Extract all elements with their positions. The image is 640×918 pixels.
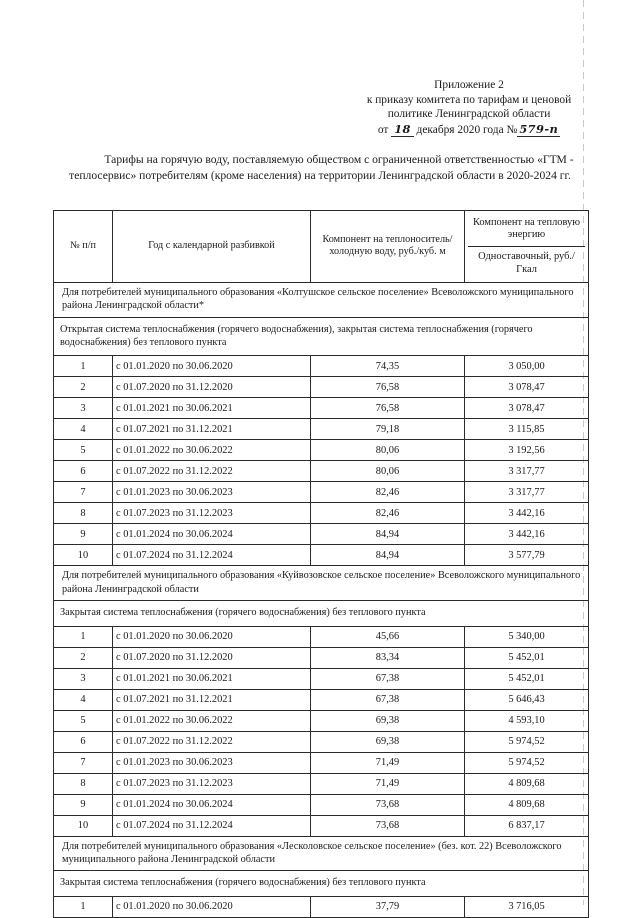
row-number: 7 xyxy=(54,752,113,773)
row-number: 1 xyxy=(54,356,113,377)
row-period: с 01.07.2020 по 31.12.2020 xyxy=(113,647,311,668)
row-period: с 01.07.2024 по 31.12.2024 xyxy=(113,545,311,566)
row-carrier-value: 80,06 xyxy=(311,461,465,482)
table-row xyxy=(54,752,589,773)
table-body xyxy=(54,282,589,917)
row-number: 4 xyxy=(54,419,113,440)
table-header xyxy=(54,211,589,283)
table-row xyxy=(54,815,589,836)
table-row xyxy=(54,503,589,524)
row-number: 6 xyxy=(54,731,113,752)
row-period: с 01.07.2023 по 31.12.2023 xyxy=(113,503,311,524)
order-reference-line-1: к приказу комитета по тарифам и ценовой xyxy=(366,93,572,106)
row-period: с 01.01.2021 по 30.06.2021 xyxy=(113,668,311,689)
row-period: с 01.07.2023 по 31.12.2023 xyxy=(113,773,311,794)
row-energy-value: 3 317,77 xyxy=(465,461,589,482)
row-period: с 01.01.2020 по 30.06.2020 xyxy=(113,626,311,647)
row-number: 10 xyxy=(54,545,113,566)
row-period: с 01.07.2024 по 31.12.2024 xyxy=(113,815,311,836)
table-row xyxy=(54,419,589,440)
column-header-number: № п/п xyxy=(54,211,113,283)
row-period: с 01.01.2024 по 30.06.2024 xyxy=(113,524,311,545)
row-carrier-value: 73,68 xyxy=(311,815,465,836)
row-energy-value: 5 452,01 xyxy=(465,647,589,668)
row-carrier-value: 73,68 xyxy=(311,794,465,815)
row-period: с 01.01.2022 по 30.06.2022 xyxy=(113,440,311,461)
table-row xyxy=(54,398,589,419)
row-energy-value: 3 078,47 xyxy=(465,398,589,419)
table-row xyxy=(54,647,589,668)
row-energy-value: 3 442,16 xyxy=(465,524,589,545)
row-carrier-value: 69,38 xyxy=(311,710,465,731)
section-heading-row xyxy=(54,282,589,317)
row-energy-value: 5 646,43 xyxy=(465,689,589,710)
row-number: 3 xyxy=(54,668,113,689)
row-period: с 01.07.2020 по 31.12.2020 xyxy=(113,377,311,398)
order-reference-line-2: политике Ленинградской области xyxy=(387,108,551,121)
row-number: 1 xyxy=(54,626,113,647)
row-number: 5 xyxy=(54,710,113,731)
row-carrier-value: 71,49 xyxy=(311,773,465,794)
row-number: 10 xyxy=(54,815,113,836)
row-number: 9 xyxy=(54,524,113,545)
subsection-heading: Закрытая система теплоснабжения (горячего водоснабжения) без теплового пункта xyxy=(54,871,589,896)
row-number: 6 xyxy=(54,461,113,482)
section-heading: Для потребителей муниципального образования «Колтушское сельское поселение» Всеволожского муниципального района Ленинградской области* xyxy=(54,282,589,317)
row-period: с 01.01.2024 по 30.06.2024 xyxy=(113,794,311,815)
row-period: с 01.01.2021 по 30.06.2021 xyxy=(113,398,311,419)
table-row xyxy=(54,356,589,377)
section-heading: Для потребителей муниципального образования «Куйвозовское сельское поселение» Всеволожского муниципального района Ленинградской области xyxy=(54,566,589,601)
table-row xyxy=(54,626,589,647)
subsection-heading-row xyxy=(54,871,589,896)
row-carrier-value: 69,38 xyxy=(311,731,465,752)
row-carrier-value: 74,35 xyxy=(311,356,465,377)
row-period: с 01.01.2020 по 30.06.2020 xyxy=(113,896,311,917)
date-rest: декабря 2020 года № xyxy=(416,123,518,136)
table-row xyxy=(54,731,589,752)
row-carrier-value: 76,58 xyxy=(311,377,465,398)
row-energy-value: 3 050,00 xyxy=(465,356,589,377)
table-row xyxy=(54,773,589,794)
handwritten-order-number: 579-п xyxy=(519,121,559,136)
table-row xyxy=(54,896,589,917)
section-heading-row xyxy=(54,566,589,601)
section-heading-row xyxy=(54,836,589,871)
row-energy-value: 4 809,68 xyxy=(465,794,589,815)
subsection-heading: Закрытая система теплоснабжения (горячего водоснабжения) без теплового пункта xyxy=(54,601,589,626)
row-number: 5 xyxy=(54,440,113,461)
row-number: 4 xyxy=(54,689,113,710)
row-energy-value: 3 317,77 xyxy=(465,482,589,503)
column-header-energy-sub: Одноставочный, руб./Гкал xyxy=(478,251,575,275)
row-period: с 01.01.2023 по 30.06.2023 xyxy=(113,752,311,773)
row-energy-value: 3 078,47 xyxy=(465,377,589,398)
row-energy-value: 3 192,56 xyxy=(465,440,589,461)
table-row xyxy=(54,545,589,566)
row-carrier-value: 76,58 xyxy=(311,398,465,419)
row-energy-value: 3 716,05 xyxy=(465,896,589,917)
row-period: с 01.07.2022 по 31.12.2022 xyxy=(113,731,311,752)
row-period: с 01.01.2023 по 30.06.2023 xyxy=(113,482,311,503)
row-carrier-value: 84,94 xyxy=(311,545,465,566)
column-header-energy: Компонент на тепловую энергию xyxy=(468,213,585,247)
table-row xyxy=(54,461,589,482)
row-carrier-value: 82,46 xyxy=(311,482,465,503)
row-period: с 01.07.2022 по 31.12.2022 xyxy=(113,461,311,482)
section-heading: Для потребителей муниципального образования «Лесколовское сельское поселение» (без. кот. 22) Всеволожского муниципального района Ленинградской области xyxy=(54,836,589,871)
row-energy-value: 4 809,68 xyxy=(465,773,589,794)
row-period: с 01.01.2022 по 30.06.2022 xyxy=(113,710,311,731)
row-carrier-value: 71,49 xyxy=(311,752,465,773)
table-row xyxy=(54,710,589,731)
row-period: с 01.07.2021 по 31.12.2021 xyxy=(113,419,311,440)
row-energy-value: 5 452,01 xyxy=(465,668,589,689)
subsection-heading: Открытая система теплоснабжения (горячего водоснабжения), закрытая система теплоснабжения (горячего водоснабжения) без теплового пункта xyxy=(54,317,589,356)
handwritten-day: 18 xyxy=(391,122,413,137)
row-number: 8 xyxy=(54,773,113,794)
row-number: 3 xyxy=(54,398,113,419)
tariff-table xyxy=(53,210,589,918)
row-carrier-value: 84,94 xyxy=(311,524,465,545)
row-carrier-value: 80,06 xyxy=(311,440,465,461)
row-energy-value: 5 340,00 xyxy=(465,626,589,647)
table-row xyxy=(54,482,589,503)
row-carrier-value: 83,34 xyxy=(311,647,465,668)
table-header-row xyxy=(54,211,589,283)
row-number: 9 xyxy=(54,794,113,815)
subsection-heading-row xyxy=(54,601,589,626)
appendix-label: Приложение 2 xyxy=(434,79,504,91)
row-energy-value: 3 115,85 xyxy=(465,419,589,440)
row-period: с 01.01.2020 по 30.06.2020 xyxy=(113,356,311,377)
row-carrier-value: 45,66 xyxy=(311,626,465,647)
row-energy-value: 5 974,52 xyxy=(465,752,589,773)
table-row xyxy=(54,668,589,689)
row-energy-value: 3 442,16 xyxy=(465,503,589,524)
row-energy-value: 4 593,10 xyxy=(465,710,589,731)
row-carrier-value: 67,38 xyxy=(311,689,465,710)
row-number: 7 xyxy=(54,482,113,503)
row-carrier-value: 82,46 xyxy=(311,503,465,524)
column-header-energy-group xyxy=(465,211,589,283)
row-energy-value: 6 837,17 xyxy=(465,815,589,836)
table-row xyxy=(54,524,589,545)
row-carrier-value: 37,79 xyxy=(311,896,465,917)
table-row xyxy=(54,440,589,461)
date-prefix: от xyxy=(377,123,389,136)
row-period: с 01.07.2021 по 31.12.2021 xyxy=(113,689,311,710)
row-number: 2 xyxy=(54,647,113,668)
subsection-heading-row xyxy=(54,317,589,356)
row-number: 1 xyxy=(54,896,113,917)
row-carrier-value: 79,18 xyxy=(311,419,465,440)
document-header xyxy=(336,78,602,137)
row-energy-value: 5 974,52 xyxy=(465,731,589,752)
row-number: 8 xyxy=(54,503,113,524)
row-number: 2 xyxy=(54,377,113,398)
row-carrier-value: 67,38 xyxy=(311,668,465,689)
column-header-carrier: Компонент на теплоноситель/ холодную воду, руб./куб. м xyxy=(311,211,465,283)
row-energy-value: 3 577,79 xyxy=(465,545,589,566)
table-row xyxy=(54,377,589,398)
order-date-line xyxy=(336,122,602,138)
table-row xyxy=(54,689,589,710)
table-row xyxy=(54,794,589,815)
column-header-year: Год с календарной разбивкой xyxy=(113,211,311,283)
page-title: Тарифы на горячую воду, поставляемую обществом с ограниченной ответственностью «ГТМ - теплосервис» потребителям (кроме населения) на территории Ленинградской области в 2020-2024 гг. xyxy=(69,153,574,182)
